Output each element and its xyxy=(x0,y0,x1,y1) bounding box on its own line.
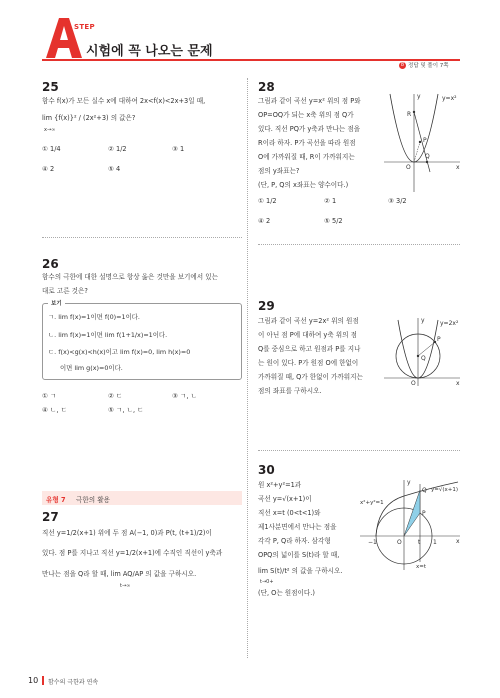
column-separator xyxy=(247,78,248,658)
problem-26-line2: 대로 고른 것은? xyxy=(42,287,88,295)
fig29-q-label: Q xyxy=(421,355,426,362)
fig30-t-label: t xyxy=(418,539,421,546)
problem-28-line5: O에 가까워질 때, R이 가까워지는 xyxy=(258,153,355,161)
figure-28 xyxy=(384,92,462,192)
fig28-x-label: x xyxy=(456,164,460,171)
problem-29-line1: 그림과 같이 곡선 y=2x² 위의 원점 xyxy=(258,317,359,325)
problem-27-line1: 직선 y=1/2(x+1) 위에 두 점 A(−1, 0)과 P(t, (t+1)/2)이 xyxy=(42,529,212,537)
bogi-item-3-cont: 이면 lim g(x)=0이다. xyxy=(60,364,123,372)
reference-text: 정답 및 풀이 7쪽 xyxy=(408,63,449,69)
fig30-curve-label: y=√(x+1) xyxy=(431,487,459,493)
divider-25-26 xyxy=(42,237,242,238)
problem-30-line7: lim S(t)/t² 의 값을 구하시오. xyxy=(258,567,343,575)
problem-26-option-4[interactable]: ④ ㄴ, ㄷ xyxy=(42,406,67,414)
problem-26-option-5[interactable]: ⑤ ㄱ, ㄴ, ㄷ xyxy=(108,406,144,414)
problem-26-option-3[interactable]: ③ ㄱ, ㄴ xyxy=(172,392,197,400)
problem-29-line6: 점의 좌표를 구하시오. xyxy=(258,387,322,395)
problem-27-lim-sub: t→∞ xyxy=(120,583,131,589)
problem-29-number: 29 xyxy=(258,299,275,313)
fig28-q-label: Q xyxy=(425,153,430,160)
reference-badge: 8 xyxy=(400,62,405,68)
bogi-item-1: ㄱ. lim f(x)=1이면 f(0)=1이다. xyxy=(48,313,140,321)
bogi-label: 보기 xyxy=(48,299,65,307)
figure-29 xyxy=(384,316,462,386)
problem-30-line2: 곡선 y=√(x+1)이 xyxy=(258,495,312,503)
problem-28-option-3[interactable]: ③ 3/2 xyxy=(388,197,407,205)
fig29-curve-label: y=2x² xyxy=(440,320,459,327)
problem-25-option-2[interactable]: ② 1/2 xyxy=(108,145,127,153)
problem-30-line1: 원 x²+y²=1과 xyxy=(258,481,302,489)
problem-28-line6: 점의 y좌표는? xyxy=(258,167,300,175)
fig28-curve-label: y=x² xyxy=(442,95,457,102)
problem-26-option-1[interactable]: ① ㄱ xyxy=(42,392,57,400)
problem-29-line3: Q를 중심으로 하고 원점과 P를 지나 xyxy=(258,345,361,353)
problem-25-option-5[interactable]: ⑤ 4 xyxy=(108,165,121,173)
fig28-origin-label: O xyxy=(406,164,411,171)
divider-29-30 xyxy=(258,450,460,451)
fig30-one-label: 1 xyxy=(433,539,437,546)
page-number: 10 xyxy=(28,676,39,685)
fig29-origin-label: O xyxy=(411,380,416,387)
problem-28-number: 28 xyxy=(258,80,275,94)
bogi-item-2: ㄴ. lim f(x)=1이면 lim f(1+1/x)=1이다. xyxy=(48,331,168,339)
problem-26-number: 26 xyxy=(42,257,59,271)
fig28-p-label: P xyxy=(423,137,427,144)
fig29-x-label: x xyxy=(456,380,460,387)
fig30-circle-label: x²+y²=1 xyxy=(360,500,384,506)
fig30-y-label: y xyxy=(407,479,411,486)
problem-30-line6: OPQ의 넓이를 S(t)라 할 때, xyxy=(258,551,340,559)
problem-30-number: 30 xyxy=(258,463,275,477)
fig28-r-label: R xyxy=(407,111,412,118)
footer-section: 함수의 극한과 연속 xyxy=(48,679,99,686)
page-title: 시험에 꼭 나오는 문제 xyxy=(86,44,213,59)
problem-28-option-1[interactable]: ① 1/2 xyxy=(258,197,277,205)
problem-30-lim-sub: t→0+ xyxy=(260,579,274,585)
bogi-item-3: ㄷ. f(x)<g(x)<h(x)이고 lim f(x)=0, lim h(x)=0 xyxy=(48,348,191,356)
problem-25-option-1[interactable]: ① 1/4 xyxy=(42,145,61,153)
type-7-banner xyxy=(42,491,242,505)
figure-30 xyxy=(360,474,462,570)
problem-28-option-2[interactable]: ② 1 xyxy=(324,197,337,205)
type-7-label: 유형 7 xyxy=(46,496,66,504)
problem-26-option-2[interactable]: ② ㄷ xyxy=(108,392,123,400)
problem-30-line8: (단, O는 원점이다.) xyxy=(258,589,315,597)
problem-28-option-5[interactable]: ⑤ 5/2 xyxy=(324,217,343,225)
fig30-x-label: x xyxy=(456,538,460,545)
problem-25-line1: 함수 f(x)가 모든 실수 x에 대하여 2x<f(x)<2x+3일 때, xyxy=(42,97,206,105)
problem-30-line5: 각각 P, Q라 하자. 삼각형 xyxy=(258,537,331,545)
divider-28-29 xyxy=(258,244,460,245)
problem-25-lim-sub: x→∞ xyxy=(44,127,56,133)
problem-25-option-3[interactable]: ③ 1 xyxy=(172,145,185,153)
fig29-y-label: y xyxy=(421,317,425,324)
type-7-name: 극한의 활용 xyxy=(76,496,110,504)
problem-28-line4: R이라 하자. P가 곡선을 따라 원점 xyxy=(258,139,356,147)
problem-29-line4: 는 원이 있다. P가 원점 O에 한없이 xyxy=(258,359,359,367)
fig30-p-label: P xyxy=(422,510,426,517)
problem-28-line1: 그림과 같이 곡선 y=x² 위의 점 P와 xyxy=(258,97,361,105)
fig30-neg1-label: −1 xyxy=(368,539,377,546)
problem-28-line3: 있다. 직선 PQ가 y축과 만나는 점을 xyxy=(258,125,361,133)
problem-30-line3: 직선 x=t (0<t<1)와 xyxy=(258,509,321,517)
problem-29-line5: 가까워질 때, Q가 한없이 가까워지는 xyxy=(258,373,363,381)
problem-28-line2: OP=OQ가 되는 x축 위의 점 Q가 xyxy=(258,111,354,119)
problem-27-line2: 있다. 점 P를 지나고 직선 y=1/2(x+1)에 수직인 직선이 y축과 xyxy=(42,549,223,557)
problem-25-number: 25 xyxy=(42,80,59,94)
problem-26-line1: 함수의 극한에 대한 설명으로 항상 옳은 것만을 보기에서 있는 xyxy=(42,273,219,281)
problem-27-number: 27 xyxy=(42,510,59,524)
fig29-p-label: P xyxy=(437,336,441,343)
footer-mark xyxy=(42,676,44,685)
problem-29-line2: 이 아닌 점 P에 대하여 y축 위의 점 xyxy=(258,331,357,339)
problem-27-line3: 만나는 점을 Q라 할 때, lim AQ/AP 의 값을 구하시오. xyxy=(42,570,197,578)
problem-30-line4: 제1사분면에서 만나는 점을 xyxy=(258,523,337,531)
fig28-y-label: y xyxy=(417,93,421,100)
problem-25-line2: lim {f(x)}² / (2x²+3) 의 값은? xyxy=(42,114,136,122)
problem-28-option-4[interactable]: ④ 2 xyxy=(258,217,271,225)
fig30-origin-label: O xyxy=(397,539,402,546)
fig30-q-label: Q xyxy=(422,487,427,494)
problem-28-line7: (단, P, Q의 x좌표는 양수이다.) xyxy=(258,181,349,189)
fig30-line-label: x=t xyxy=(416,564,427,570)
answer-reference xyxy=(399,61,449,69)
problem-25-option-4[interactable]: ④ 2 xyxy=(42,165,55,173)
step-label: STEP xyxy=(74,23,95,31)
header-divider xyxy=(42,59,460,61)
